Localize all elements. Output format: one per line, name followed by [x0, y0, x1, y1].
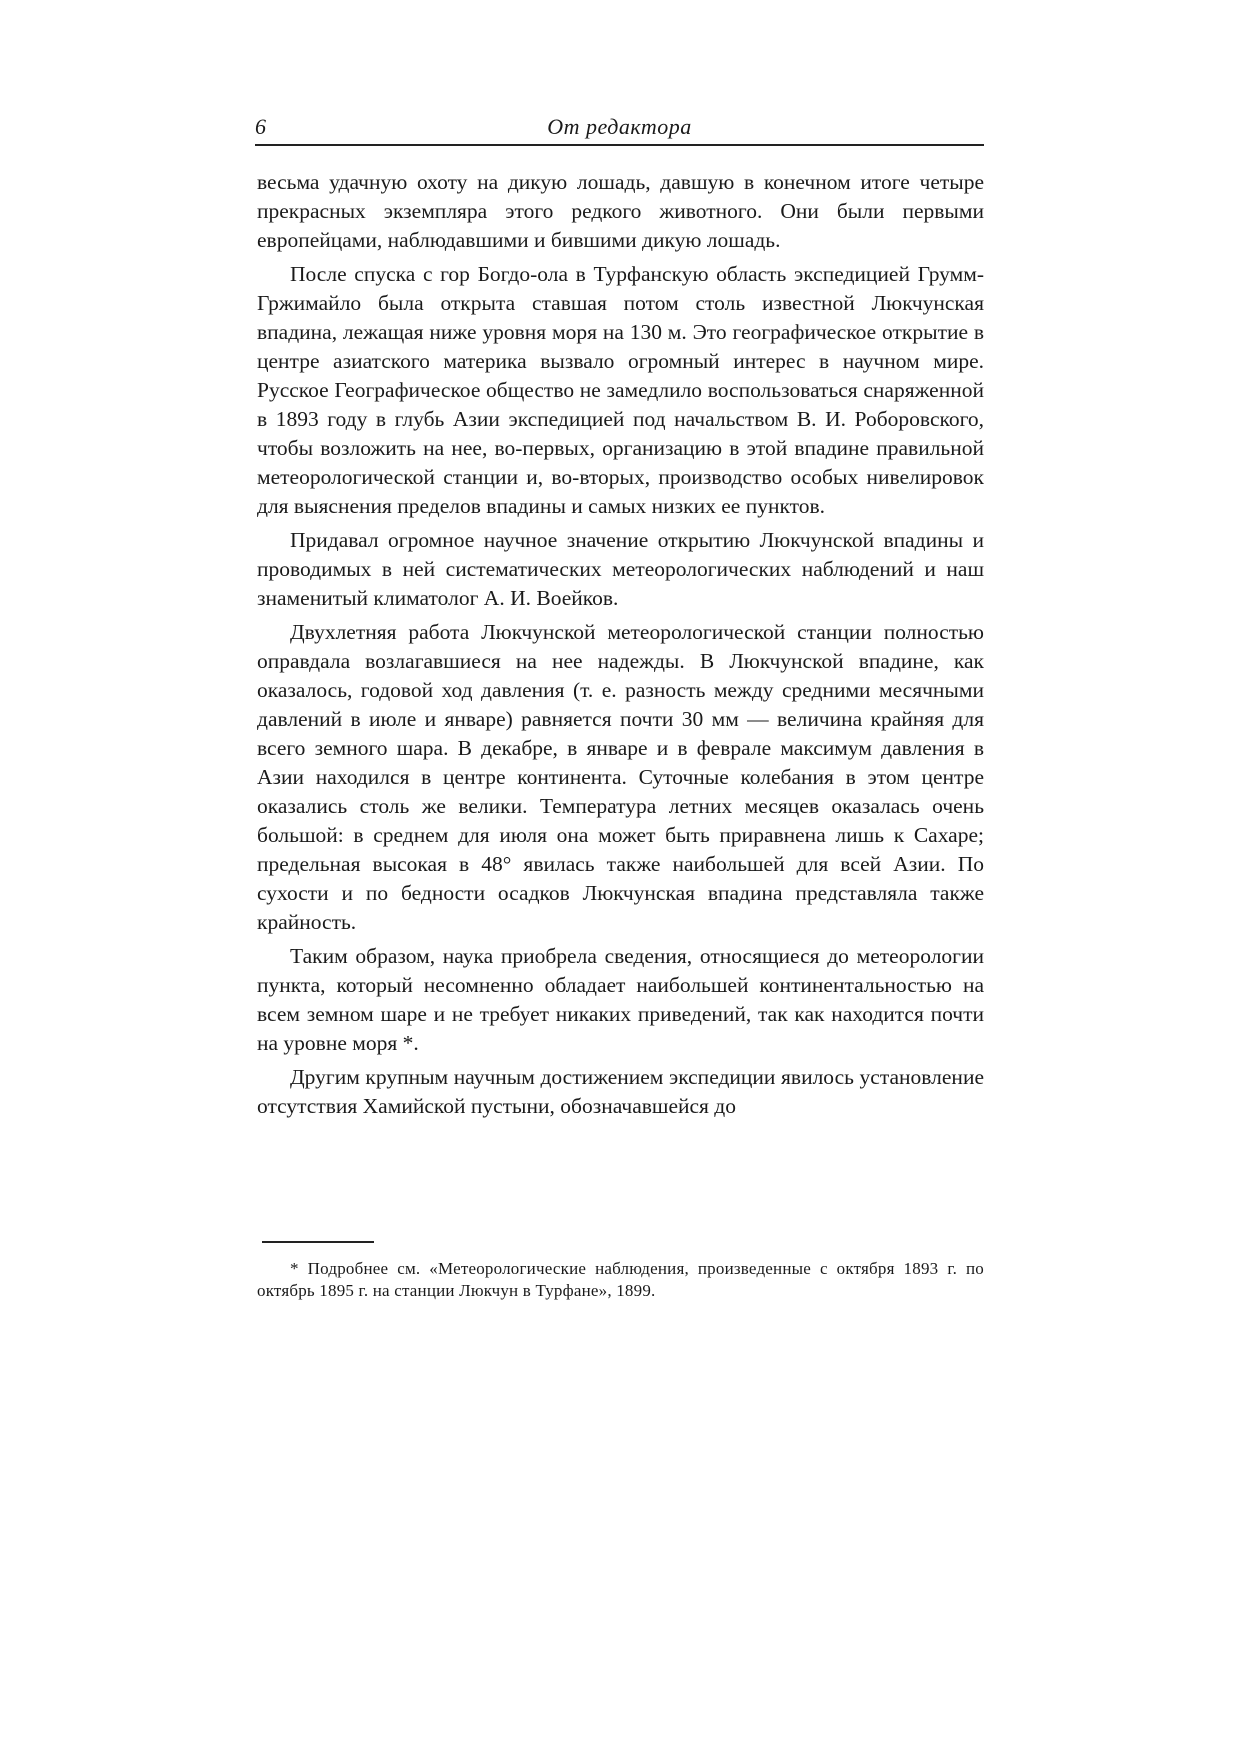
footnote: * Подробнее см. «Метеорологические наблюдения, произведенные с октября 1893 г. по октябрь 1895 г. на станции Люкчун в Турфане», 1899. — [257, 1259, 984, 1300]
paragraph-station-results: Двухлетняя работа Люкчунской метеорологической станции полностью оправдала возлагавшиеся на нее надежды. В Люкчунской впадине, как оказалось, годовой ход давления (т. е. разность между средними месячными давлений в июле и январе) равняется почти 30 мм — величина крайняя для всего земного шара. В декабре, в январе и в феврале максимум давления в Азии находился в центре континента. Суточные колебания в этом центре оказались столь же велики. Температура летних месяцев оказалась очень большой: в среднем для июля она может быть приравнена лишь к Сахаре; предельная высокая в 48° явилась также наибольшей для всей Азии. По сухости и по бедности осадков Люкчунская впадина представляла также крайность. — [257, 620, 984, 934]
body-text — [257, 168, 984, 1126]
running-header-title: От редактора — [547, 114, 692, 139]
paragraph-hami-desert: Другим крупным научным достижением экспедиции явилось установление отсутствия Хамийской пустыни, обозначавшейся до — [257, 1065, 984, 1118]
running-header — [255, 114, 984, 146]
paragraph-voeikov: Придавал огромное научное значение открытию Люкчунской впадины и проводимых в ней систематических метеорологических наблюдений и наш знаменитый климатолог А. И. Воейков. — [257, 528, 984, 610]
footnote-divider — [262, 1241, 374, 1243]
paragraph-science-conclusion: Таким образом, наука приобрела сведения, относящиеся до метеорологии пункта, который несомненно обладает наибольшей континентальностью на всем земном шаре и не требует никаких приведений, так как находится почти на уровне моря *. — [257, 944, 984, 1055]
paragraph-lukchun-discovery: После спуска с гор Богдо-ола в Турфанскую область экспедицией Грумм-Гржимайло была открыта ставшая потом столь известной Люкчунская впадина, лежащая ниже уровня моря на 130 м. Это географическое открытие в центре азиатского материка вызвало огромный интерес в научном мире. Русское Географическое общество не замедлило воспользоваться снаряженной в 1893 году в глубь Азии экспедицией под начальством В. И. Роборовского, чтобы возложить на нее, во-первых, организацию в этой впадине правильной метеорологической станции и, во-вторых, производство особых нивелировок для выяснения пределов впадины и самых низких ее пунктов. — [257, 262, 984, 518]
page-number: 6 — [255, 114, 266, 139]
paragraph-continuation: весьма удачную охоту на дикую лошадь, давшую в конечном итоге четыре прекрасных экземпляра этого редкого животного. Они были первыми европейцами, наблюдавшими и бившими дикую лошадь. — [257, 170, 984, 252]
